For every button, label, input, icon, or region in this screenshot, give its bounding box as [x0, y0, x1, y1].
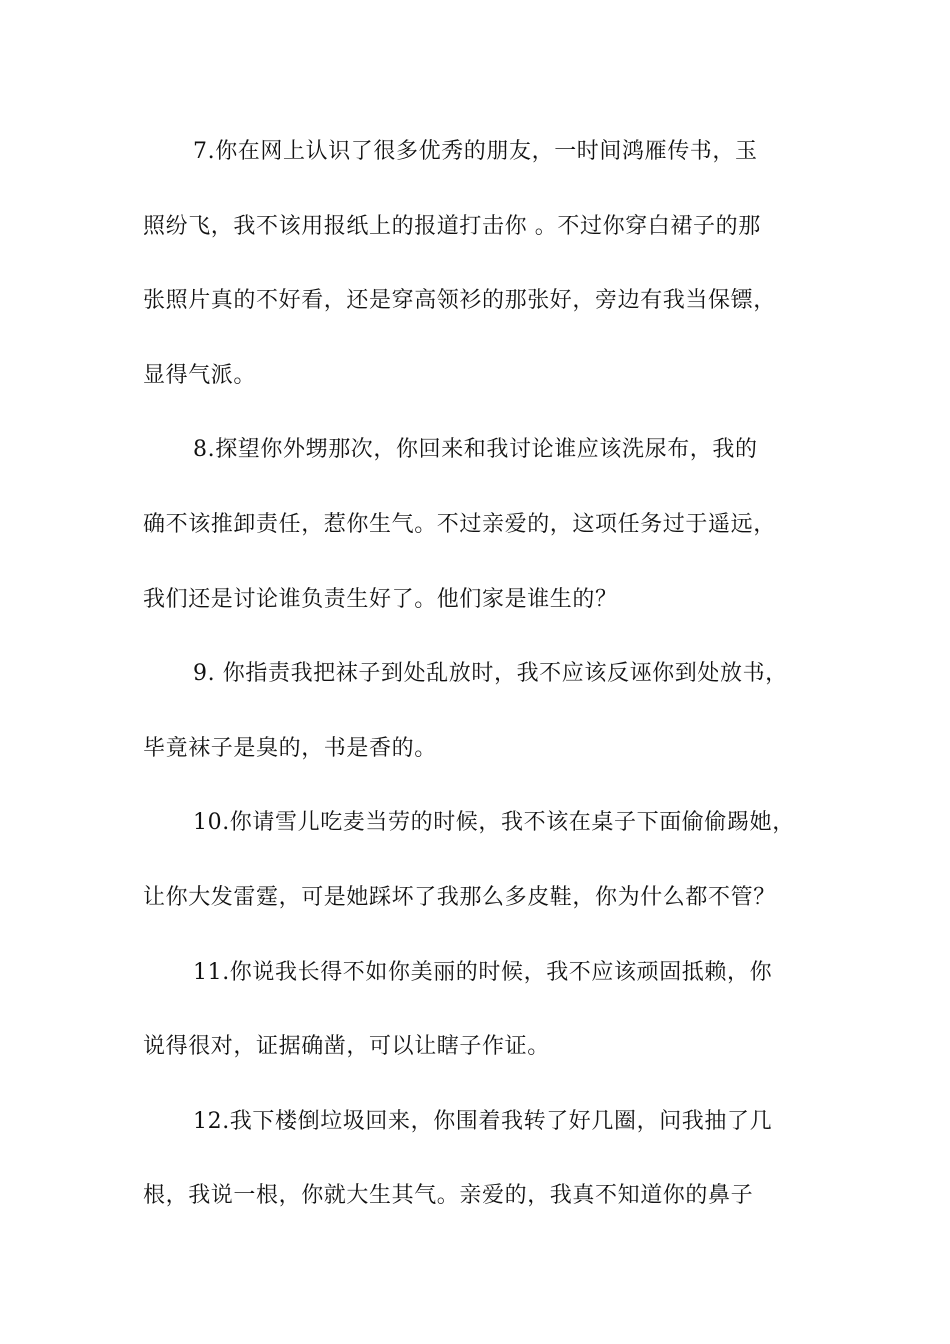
paragraph-11-line-1: 11.你说我长得不如你美丽的时候，我不应该顽固抵赖，你 — [193, 959, 773, 985]
paragraph-9-line-1: 9. 你指责我把袜子到处乱放时，我不应该反诬你到处放书， — [193, 661, 788, 687]
paragraph-12-line-2: 根，我说一根，你就大生其气。亲爱的，我真不知道你的鼻子 — [143, 1183, 754, 1209]
paragraph-10-line-1: 10.你请雪儿吃麦当劳的时候，我不该在桌子下面偷偷踢她， — [193, 810, 795, 836]
paragraph-7-line-4: 显得气派。 — [143, 362, 257, 388]
paragraph-8-line-3: 我们还是讨论谁负责生好了。他们家是谁生的？ — [143, 586, 618, 612]
paragraph-10-line-2: 让你大发雷霆，可是她踩坏了我那么多皮鞋，你为什么都不管？ — [143, 884, 776, 910]
paragraph-11-line-2: 说得很对，证据确凿，可以让瞎子作证。 — [143, 1034, 550, 1060]
paragraph-12-line-1: 12.我下楼倒垃圾回来，你围着我转了好几圈，问我抽了几 — [193, 1108, 773, 1134]
paragraph-9-line-2: 毕竟袜子是臭的，书是香的。 — [143, 735, 437, 761]
paragraph-7-line-2: 照纷飞，我不该用报纸上的报道打击你 。不过你穿白裙子的那 — [143, 213, 761, 239]
paragraph-8-line-1: 8.探望你外甥那次，你回来和我讨论谁应该洗尿布，我的 — [193, 437, 758, 463]
document-body — [143, 126, 823, 1245]
paragraph-7-line-1: 7.你在网上认识了很多优秀的朋友，一时间鸿雁传书，玉 — [193, 139, 758, 164]
paragraph-8-line-2: 确不该推卸责任，惹你生气。不过亲爱的，这项任务过于遥远， — [143, 511, 776, 537]
paragraph-7-line-3: 张照片真的不好看，还是穿高领衫的那张好，旁边有我当保镖， — [143, 288, 776, 314]
